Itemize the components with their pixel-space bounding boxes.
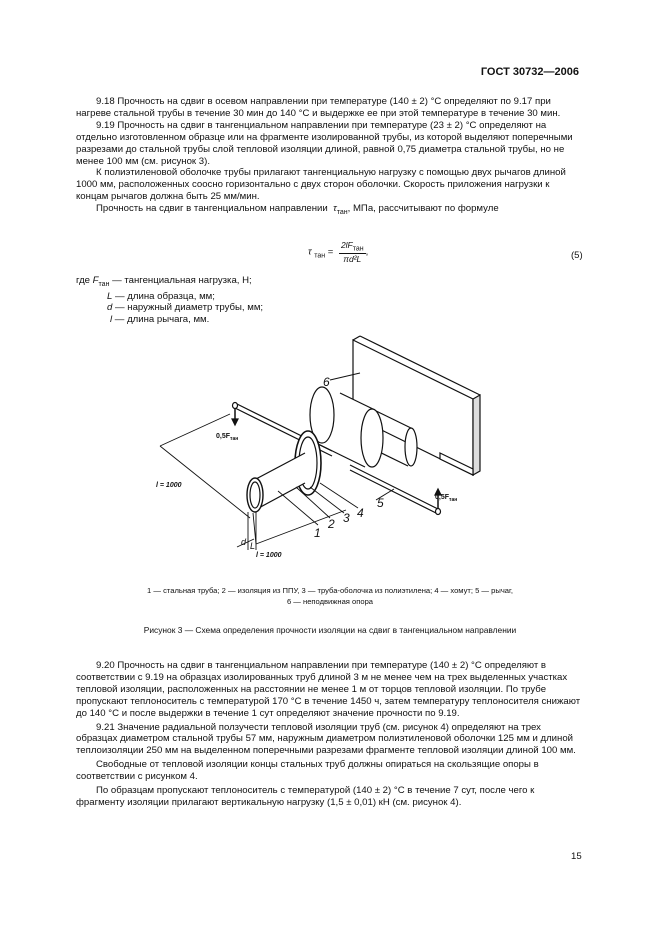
figure-caption: Рисунок 3 — Схема определения прочности изоляции на сдвиг в тангенциальном направлении	[143, 625, 517, 635]
legend-line-1: 1 — стальная труба; 2 — изоляция из ППУ, 3 — труба-оболочка из полиэтилена; 4 — хомут; 5 — рычаг,	[147, 586, 513, 595]
definition-L: L — длина образца, мм;	[107, 290, 215, 302]
paragraph-supports: Свободные от тепловой изоляции концы стальных труб должны опираться на скользящие опоры в соответствии с рисунком 4.	[76, 759, 539, 783]
load-label-left: $0,5F_{тан}$	[216, 433, 239, 442]
sample-length-label: L	[250, 541, 256, 551]
strength-text: Прочность на сдвиг в тангенциальном направлении	[96, 203, 328, 215]
callout-2: 2	[328, 517, 335, 531]
tau-sub: тан	[336, 209, 348, 217]
load-label-right: $0,5F_{тан}$	[435, 494, 458, 503]
formula-number: (5)	[571, 250, 583, 261]
figure-legend	[76, 586, 584, 607]
callout-3: 3	[343, 511, 350, 525]
formula-denominator: πd²L	[343, 253, 362, 264]
section-9-20-9-21	[76, 660, 584, 809]
formula-lhs-sub: тан	[314, 252, 326, 260]
variable-definitions	[76, 275, 263, 325]
formula-eq: =	[327, 246, 334, 258]
callout-4: 4	[357, 506, 364, 520]
strength-text-after: , МПа, рассчитывают по формуле	[347, 203, 499, 215]
lever-length-label-2: l = 1000	[256, 552, 282, 559]
definition-F: где $F_{тан}$ — тангенциальная нагрузка, Н;	[76, 275, 252, 288]
legend-line-2: 6 — неподвижная опора	[286, 596, 374, 606]
formula-fraction	[339, 240, 366, 264]
formula-5	[308, 240, 368, 264]
callout-1: 1	[314, 526, 321, 540]
definition-d: d — наружный диаметр трубы, мм;	[107, 302, 264, 314]
paragraph-9-20: 9.20 Прочность на сдвиг в тангенциальном направлении при температуре (140 ± 2) °С определяют в соответствии с 9.19 на образцах изолированных труб длиной 3 м не менее чем на трех выделенных участках тепловой изоляции, расположенных на расстоянии не менее 1 м от торцов тепловой изоляции. По трубе пропускают теплоноситель с температурой 170 °С в течение 1450 ч, затем температуру теплоносителя снижают до 140 °С и после выдержки в течение 1 сут определяют значение прочности по 9.19.	[76, 660, 581, 719]
formula-tail: ,	[365, 246, 369, 258]
formula-lhs: τ	[308, 246, 312, 258]
definition-l: l — длина рычага, мм.	[110, 313, 210, 325]
tau-symbol: τ	[333, 203, 337, 215]
steel-pipe-front	[247, 453, 305, 512]
paragraph-levers: К полиэтиленовой оболочке трубы прилагают тангенциальную нагрузку с помощью двух рычагов длиной 1000 мм, расположенных соосно горизонтально с двух сторон оболочки. Скорость приложения нагрузки к концам рычагов должна быть 25 мм/мин.	[76, 167, 566, 203]
callout-5: 5	[377, 496, 384, 510]
paragraph-9-19: 9.19 Прочность на сдвиг в тангенциальном направлении при температуре (23 ± 2) °С определяют на отдельно изготовленном образце или на фрагменте изолированной трубы, из которой выделяют поперечными разрезами до стальной трубы слой тепловой изоляции длиной, равной 0,75 диаметра стальной трубы, но не менее 100 мм (см. рисунок 3).	[76, 119, 573, 167]
standard-header: ГОСТ 30732—2006	[480, 66, 579, 78]
section-9-18-9-19	[76, 96, 584, 219]
formula-numerator: $2lF_{тан}$	[340, 240, 364, 253]
figure-3-diagram	[156, 335, 490, 580]
page-number: 15	[571, 851, 582, 862]
paragraph-strength-formula-intro	[76, 203, 584, 219]
paragraph-9-18: 9.18 Прочность на сдвиг в осевом направлении при температуре (140 ± 2) °С определяют по 9.17 при нагреве стальной трубы в течение 30 мин до 140 °С и выдержке ее при этой температуре в течение 30 мин.	[76, 96, 561, 119]
callout-6: 6	[323, 375, 330, 389]
diameter-label: d	[241, 537, 247, 547]
lever-length-label: l = 1000	[156, 482, 182, 489]
paragraph-9-21: 9.21 Значение радиальной ползучести тепловой изоляции труб (см. рисунок 4) определяют на трех образцах диаметром стальной трубы 57 мм, наружным диаметром полиэтиленовой оболочки 125 мм и длиной теплоизоляции 250 мм на выделенном поперечными разрезами фрагменте тепловой изоляции длиной 100 мм.	[76, 721, 576, 757]
paragraph-load: По образцам пропускают теплоноситель с температурой (140 ± 2) °С в течение 7 сут, после чего к фрагменту изоляции прилагают вертикальную нагрузку (1,5 ± 0,01) кН (см. рисунок 4).	[76, 785, 535, 808]
